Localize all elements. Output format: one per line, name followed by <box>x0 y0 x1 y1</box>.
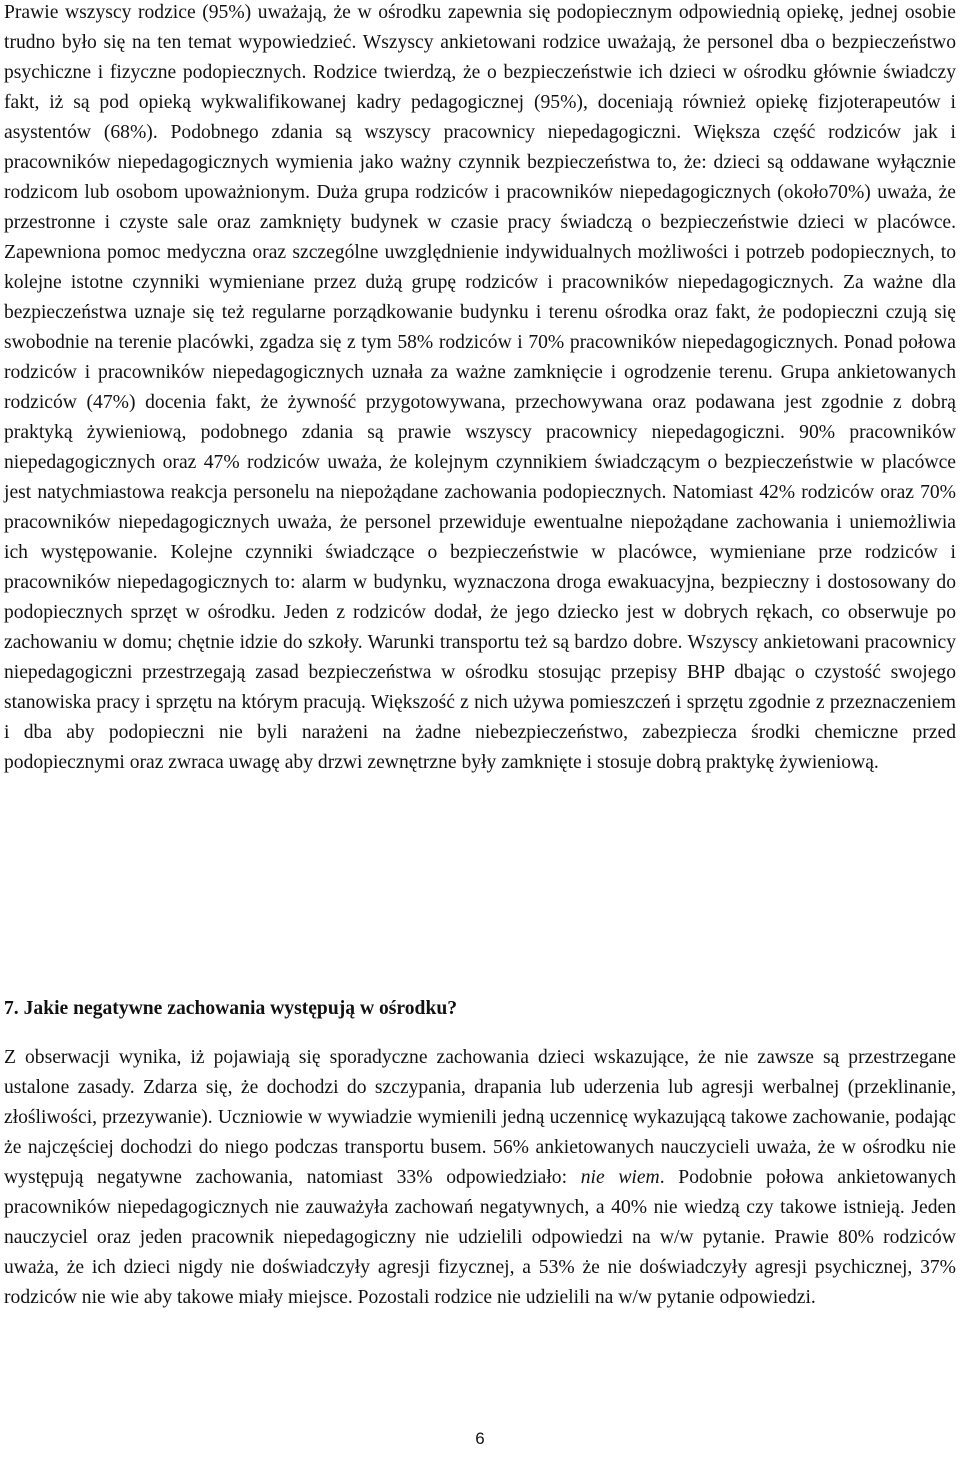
paragraph-text-part: Z obserwacji wynika, iż pojawiają się sporadyczne zachowania dzieci wskazujące, że nie zawsze są przestrzegane ustalone zasady. Zdarza się, że dochodzi do szczypania, drapania lub uderzenia lub agresji werbalnej (przeklinanie, złośliwości, przezywanie). Uczniowie w wywiadzie wymienili jedną uczennicę wykazującą takowe zachowanie, podając że najczęściej dochodzi do niego podczas transportu busem. 56% ankietowanych nauczycieli uważa, że w ośrodku nie występują negatywne zachowania, natomiast 33% odpowiedziało: <box>4 1047 956 1188</box>
paragraph-text: Prawie wszyscy rodzice (95%) uważają, że w ośrodku zapewnia się podopiecznym odpowiednią opiekę, jednej osobie trudno było się na ten temat wypowiedzieć. Wszyscy ankietowani rodzice uważają, że personel dba o bezpieczeństwo psychiczne i fizyczne podopiecznych. Rodzice twierdzą, że o bezpieczeństwie ich dzieci w ośrodku głównie świadczy fakt, iż są pod opieką wykwalifikowanej kadry pedagogicznej (95%), doceniają również opiekę fizjoterapeutów i asystentów (68%). Podobnego zdania są wszyscy pracownicy niepedagogiczni. Większa część rodziców jak i pracowników niepedagogicznych wymienia jako ważny czynnik bezpieczeństwa to, że: dzieci są oddawane wyłącznie rodzicom lub osobom upoważnionym. Duża grupa rodziców i pracowników niepedagogicznych (około70%) uważa, że przestronne i czyste sale oraz zamknięty budynek w czasie pracy świadczą o bezpieczeństwie dzieci w placówce. Zapewniona pomoc medyczna oraz szczególne uwzględnienie indywidualnych możliwości i potrzeb podopiecznych, to kolejne istotne czynniki wymieniane przez dużą grupę rodziców i pracowników niepedagogicznych. Za ważne dla bezpieczeństwa uznaje się też regularne porządkowanie budynku i terenu ośrodka oraz fakt, że podopieczni czują się swobodnie na terenie placówki, zgadza się z tym 58% rodziców i 70% pracowników niepedagogicznych. Ponad połowa rodziców i pracowników niepedagogicznych uznała za ważne zamknięcie i ogrodzenie terenu. Grupa ankietowanych rodziców (47%) docenia fakt, że żywność przygotowywana, przechowywana oraz podawana jest zgodnie z dobrą praktyką żywieniową, podobnego zdania są prawie wszyscy pracownicy niepedagogiczni. 90% pracowników niepedagogicznych oraz 47% rodziców uważa, że kolejnym czynnikiem świadczącym o bezpieczeństwie w placówce jest natychmiastowa reakcja personelu na niepożądane zachowania podopiecznych. Natomiast 42% rodziców oraz 70% pracowników niepedagogicznych uważa, że personel przewiduje ewentualne niepożądane zachowania i uniemożliwia ich występowanie. Kolejne czynniki świadczące o bezpieczeństwie w placówce, wymieniane prze rodziców i pracowników niepedagogicznych to: alarm w budynku, wyznaczona droga ewakuacyjna, bezpieczny i dostosowany do podopiecznych sprzęt w ośrodku. Jeden z rodziców dodał, że jego dziecko jest w dobrych rękach, co obserwuje po zachowaniu w domu; chętnie idzie do szkoły. Warunki transportu też są bardzo dobre. Wszyscy ankietowani pracownicy niepedagogiczni przestrzegają zasad bezpieczeństwa w ośrodku stosując przepisy BHP dbając o czystość swojego stanowiska pracy i sprzętu na którym pracują. Większość z nich używa pomieszczeń i sprzętu zgodnie z przeznaczeniem i dba aby podopieczni nie byli narażeni na żadne niebezpieczeństwo, zabezpiecza środki chemiczne przed podopiecznymi oraz zwraca uwagę aby drzwi zewnętrzne były zamknięte i stosuje dobrą praktykę żywieniową. <box>4 2 956 773</box>
paragraph-text-part: . Podobnie połowa ankietowanych pracowników niepedagogicznych nie zauważyła zachowań negatywnych, a 40% nie wiedzą czy takowe istnieją. Jeden nauczyciel oraz jeden pracownik niepedagogiczny nie udzielili odpowiedzi na w/w pytanie. Prawie 80% rodziców uważa, że ich dzieci nigdy nie doświadczyły agresji fizycznej, a 53% że nie doświadczyły agresji psychicznej, 37% rodziców nie wie aby takowe miały miejsce. Pozostali rodzice nie udzielili na w/w pytanie odpowiedzi. <box>4 1167 956 1308</box>
body-paragraph-safety <box>4 0 956 778</box>
body-paragraph-negative-behaviour <box>4 1043 956 1313</box>
page-number: 6 <box>475 1429 485 1448</box>
section-heading <box>4 994 956 1024</box>
paragraph-text <box>4 1043 956 1313</box>
italic-phrase: nie wiem <box>580 1167 660 1188</box>
heading-text: 7. Jakie negatywne zachowania występują w ośrodku? <box>4 998 458 1019</box>
